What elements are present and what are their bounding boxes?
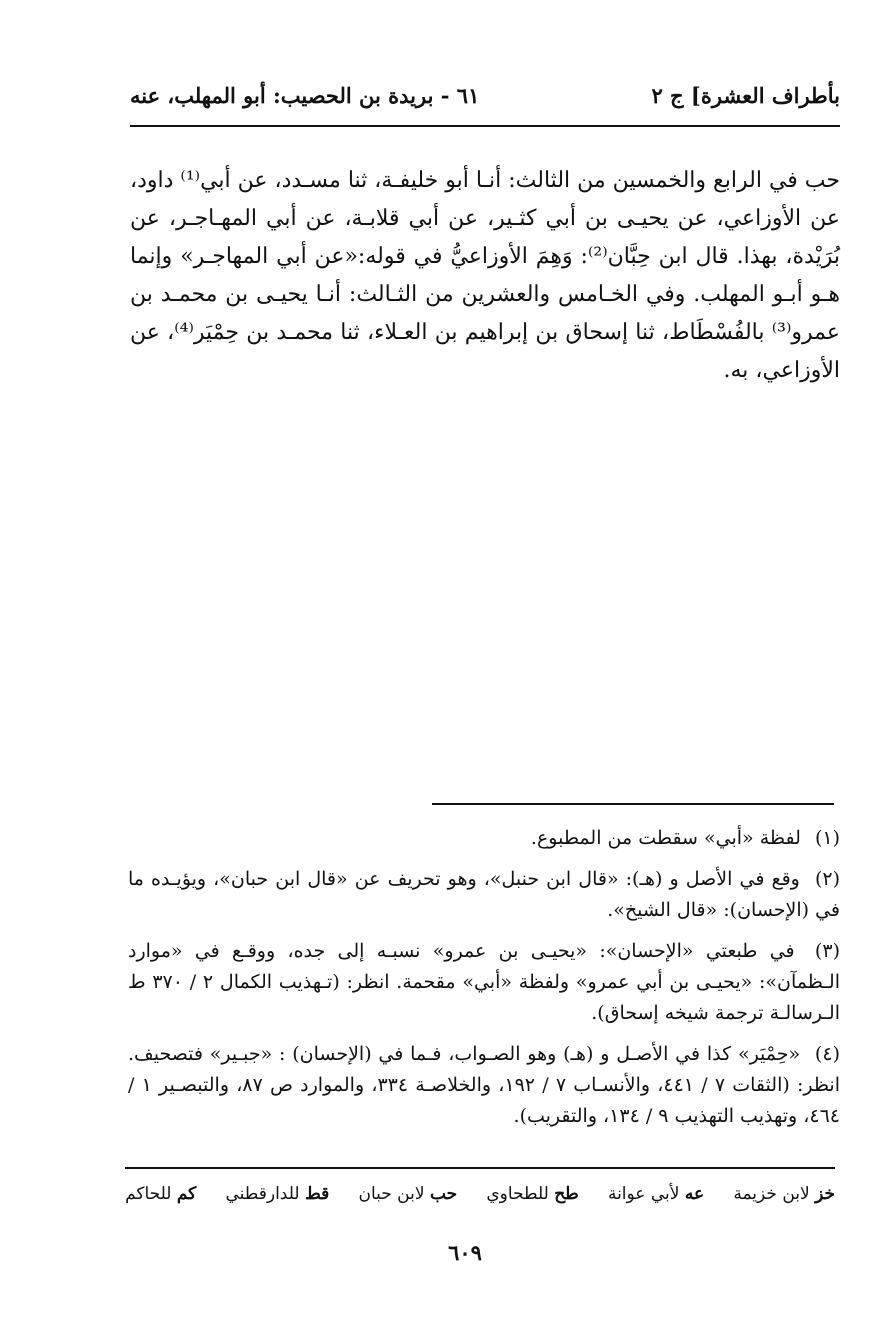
footnote-text: «حِمْيَر» كذا في الأصـل و (هـ) وهو الصـواب، فـما في (الإحسان) : «جبـير» فتصحيف. انظر: (الثقات ٧ / ٤٤١، والأنسـاب ٧ / ١٩٢، والخلاصـة ٣٣٤، والموارد ص ٨٧، والتبصـير ١ / ٤٦٤، وتهذيب التهذيب ٩ / ١٣٤، والتقريب). (128, 1043, 841, 1127)
footnote-number: (٤) (814, 1043, 840, 1065)
abbreviation-label: للدارقطني (225, 1184, 300, 1204)
footnote-1 (128, 823, 840, 854)
page-number: ٦٠٩ (448, 1240, 482, 1265)
header-right-title: بأطراف العشرة] ج ٢ (651, 82, 840, 108)
abbreviation-code: حب (429, 1184, 458, 1204)
main-paragraph: حب في الرابع والخمسين من الثالث: أنـا أبو خليفـة، ثنا مسـدد، عن أبي⁽¹⁾ داود، عن الأوزاعي، عن يحيـى بن أبي كثـير، عن أبي قلابـة، عن أبي المهـاجـر، عن بُرَيْدة، بهذا. قال ابن حِبَّان⁽²⁾: وَهِمَ الأوزاعيُّ في قوله:«عن أبي المهاجـر» وإنما هـو أبـو المهلب. وفي الخـامس والعشرين من الثـالث: أنـا يحيـى بن محمـد بن عمرو⁽³⁾ بالفُسْطَاط، ثنا إسحاق بن إبراهيم بن العـلاء، ثنا محمـد بن حِمْيَر⁽⁴⁾، عن الأوزاعي، به. (130, 168, 840, 383)
footnotes-section (128, 823, 840, 1142)
footnote-3 (128, 936, 840, 1029)
header-left-title: ٦١ - بريدة بن الحصيب: أبو المهلب، عنه (130, 82, 480, 108)
abbreviation-code: طح (554, 1184, 579, 1204)
abbreviation-code: قط (304, 1184, 330, 1204)
abbreviation-item (226, 1184, 330, 1204)
footnote-number: (٣) (814, 940, 840, 962)
abbreviation-item (125, 1184, 196, 1204)
footnote-number: (١) (814, 827, 840, 849)
abbreviation-item (358, 1184, 457, 1204)
abbreviation-label: لأبي عوانة (607, 1184, 680, 1204)
abbreviation-code: خز (815, 1184, 835, 1204)
footnote-divider (432, 803, 834, 805)
header-divider (130, 125, 840, 127)
abbreviations-key (125, 1184, 835, 1204)
abbreviation-item (733, 1184, 835, 1204)
abbreviation-item (486, 1184, 578, 1204)
footnote-text: في طبعتي «الإحسان»: «يحيـى بن عمرو» نسبـه إلى جده، ووقـع في «موارد الـظمآن»: «يحيـى بن أبي عمرو» ولفظة «أبي» مقحمة. انظر: (تـهذيب الكمال ٢ / ٣٧٠ ط الـرسالـة ترجمة شيخه إسحاق). (128, 940, 840, 1024)
abbreviation-item (608, 1184, 704, 1204)
abbreviation-label: للحاكم (125, 1184, 172, 1204)
page-header (130, 78, 840, 112)
abbreviation-label: لابن حبان (358, 1184, 425, 1204)
footnote-2 (128, 864, 840, 926)
abbreviation-label: لابن خزيمة (733, 1184, 810, 1204)
abbreviation-code: كم (176, 1184, 197, 1204)
abbreviations-divider (125, 1167, 835, 1169)
footnote-text: وقع في الأصل و (هـ): «قال ابن حنبل»، وهو تحريف عن «قال ابن حبان»، ويؤيـده ما في (الإحسان): «قال الشيخ». (128, 868, 840, 921)
main-text (130, 162, 840, 390)
footnote-text: لفظة «أبي» سقطت من المطبوع. (530, 827, 801, 849)
abbreviation-label: للطحاوي (486, 1184, 549, 1204)
footnote-number: (٢) (814, 868, 840, 890)
footnote-4 (128, 1039, 840, 1132)
abbreviation-code: عه (684, 1184, 705, 1204)
